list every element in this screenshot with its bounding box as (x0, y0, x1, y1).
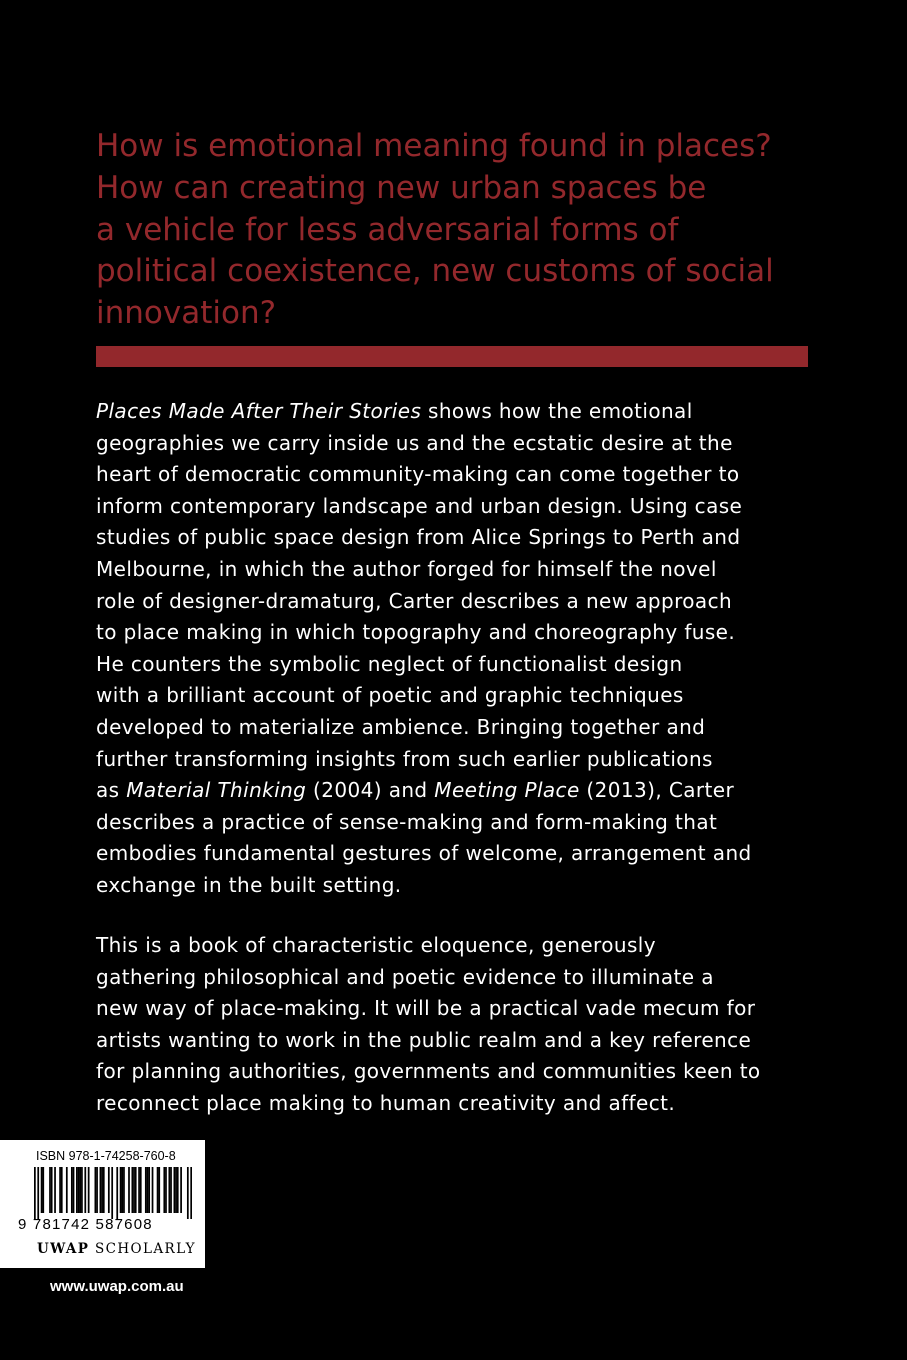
text-line (96, 775, 836, 807)
description-paragraph-2 (96, 930, 836, 1120)
text-line: artists wanting to work in the public realm and a key reference (96, 1027, 752, 1052)
text-line: to place making in which topography and choreography fuse. (96, 620, 736, 645)
isbn-barcode-box (0, 1140, 205, 1268)
publisher-website: www.uwap.com.au (50, 1278, 184, 1295)
barcode-image (34, 1167, 192, 1219)
text-segment: as (96, 778, 127, 803)
text-line: new way of place-making. It will be a practical vade mecum for (96, 996, 756, 1021)
text-line: Melbourne, in which the author forged for himself the novel (96, 556, 717, 581)
text-segment: (2013), Carter (579, 778, 735, 803)
text-line: describes a practice of sense-making and form-making that (96, 809, 718, 834)
text-line: embodies fundamental gestures of welcome, arrangement and (96, 841, 752, 866)
text-line: This is a book of characteristic eloquence, generously (96, 933, 656, 957)
barcode-digits: 9 781742 587608 (18, 1216, 153, 1233)
red-divider-bar (96, 346, 808, 367)
publisher-name: UWAP (37, 1241, 90, 1257)
headline-line: How is emotional meaning found in places? (96, 128, 772, 164)
text-line: exchange in the built setting. (96, 872, 402, 897)
text-segment: shows how the emotional (421, 399, 693, 423)
headline-line: How can creating new urban spaces be (96, 169, 707, 206)
text-segment: (2004) and (306, 778, 435, 803)
text-line: geographies we carry inside us and the ecstatic desire at the (96, 430, 733, 455)
description-paragraph-1 (96, 396, 836, 902)
headline-line: innovation? (96, 295, 277, 332)
publication-title-italic: Material Thinking (126, 778, 307, 803)
text-line: gathering philosophical and poetic evidence to illuminate a (96, 964, 714, 989)
text-line (96, 396, 836, 428)
text-line: heart of democratic community-making can come together to (96, 462, 740, 487)
book-title-italic: Places Made After Their Stories (96, 399, 422, 423)
text-line: further transforming insights from such earlier publications (96, 746, 713, 771)
publication-title-italic: Meeting Place (434, 778, 580, 803)
headline (96, 126, 826, 335)
text-line: developed to materialize ambience. Bringing together and (96, 714, 706, 739)
publisher-series: SCHOLARLY (89, 1241, 196, 1257)
text-line: for planning authorities, governments and communities keen to (96, 1059, 761, 1084)
text-line: role of designer-dramaturg, Carter describes a new approach (96, 588, 733, 613)
headline-line: a vehicle for less adversarial forms of (96, 211, 679, 248)
text-line: studies of public space design from Alice Springs to Perth and (96, 525, 741, 550)
text-line: with a brilliant account of poetic and graphic techniques (96, 683, 684, 708)
isbn-label: ISBN 978-1-74258-760-8 (36, 1149, 176, 1163)
publisher-imprint (37, 1241, 196, 1257)
text-line: inform contemporary landscape and urban design. Using case (96, 493, 743, 518)
text-line: He counters the symbolic neglect of functionalist design (96, 651, 683, 676)
headline-line: political coexistence, new customs of social (96, 253, 774, 290)
text-line: reconnect place making to human creativity and affect. (96, 1090, 676, 1115)
